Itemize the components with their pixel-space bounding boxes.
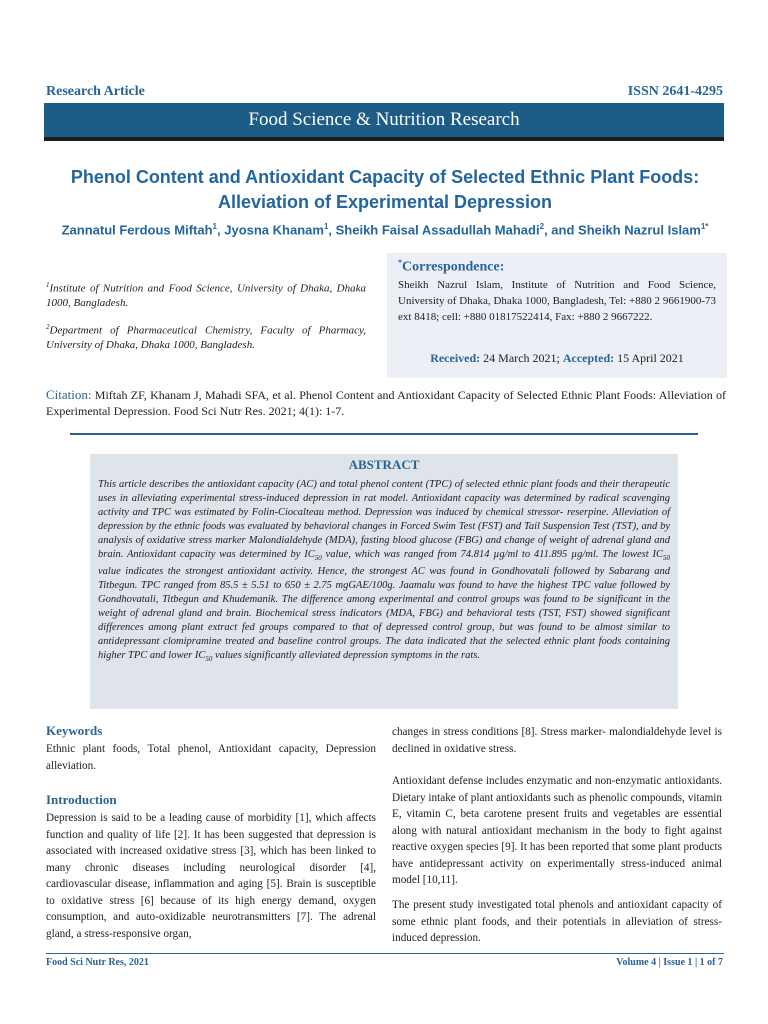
affiliation-1	[46, 278, 366, 310]
correspondence-heading	[398, 258, 504, 276]
affiliation-2-text: Department of Pharmaceutical Chemistry, Faculty of Pharmacy, University of Dhaka, Dhaka 1000, Bangladesh.	[46, 324, 366, 351]
author-4: and Sheikh Nazrul Islam	[551, 222, 701, 238]
abstract-heading: ABSTRACT	[348, 457, 420, 472]
dates-line	[398, 351, 716, 366]
abstract-part-1: This article describes the antioxidant capacity (AC) and total phenol content (TPC) of selected ethnic plant foods and their therapeutic uses in alleviating experimental stress-induced depression in rat model. Antioxidant capacity was determined by radical scavenging activity and TPC was estimated by Folin-Ciocalteau method. Depression was induced by chemical stressor- reserpine. Alleviation of depression by the ethnic foods was evaluated by behavioral changes in Forced Swim Test (FST) and Tail Suspension Test (TST), and by analysis of oxidative stress marker Malondialdehyde (MDA), fasting blood glucose (FBG) and change of weight of adrenal gland and brain. Antioxidant capacity was determined by IC	[98, 479, 670, 560]
footer-journal: Food Sci Nutr Res, 2021	[46, 957, 149, 968]
abstract-sub-2: 50	[663, 554, 671, 563]
received-date: 24 March 2021;	[483, 351, 560, 365]
footer-rule	[46, 953, 724, 954]
accepted-date: 15 April 2021	[617, 351, 684, 365]
abstract-part-4: values significantly alleviated depression symptoms in the rats.	[212, 650, 480, 662]
affiliation-2	[46, 320, 366, 352]
abstract-part-2: value, which was ranged from 74.814 µg/ml to 411.895 µg/ml. The lowest IC	[321, 549, 664, 560]
author-1-affil: 1	[212, 222, 217, 231]
journal-banner	[44, 103, 724, 137]
introduction-right-p2: Antioxidant defense includes enzymatic and non-enzymatic antioxidants. Dietary intake of plant antioxidants such as phenolic compounds, vitamin E, vitamin C, beta carotene present fruits and vegetables are essential along with natural antioxidant mechanism in the body to fight against reactive oxygen species [9]. It has been reported that some plant products have antidepressant activity on experimentally stress-induced animal model [10,11].	[392, 775, 722, 886]
title-line-2: Alleviation of Experimental Depression	[217, 192, 553, 212]
affiliation-1-marker: 1	[46, 281, 50, 289]
abstract-text	[98, 478, 670, 666]
author-2: Jyosna Khanam	[224, 222, 324, 238]
introduction-heading: Introduction	[46, 792, 117, 807]
introduction-right-p3: The present study investigated total phenols and antioxidant capacity of some ethnic plant foods, and their potentials in alleviation of stress-induced depression.	[392, 899, 722, 944]
citation-text: Miftah ZF, Khanam J, Mahadi SFA, et al. Phenol Content and Antioxidant Capacity of Selected Ethnic Plant Foods: Alleviation of Experimental Depression. Food Sci Nutr Res. 2021; 4(1): 1-7.	[46, 388, 727, 418]
abstract-sub-1: 50	[314, 554, 322, 563]
abstract-part-3: value indicates the strongest antioxidant activity. Hence, the strongest AC was found in Gondhovatali followed by Sabarang and Titbegun. TPC ranged from 85.5 ± 5.51 to 650 ± 2.75 mgGAE/100g. Jaamalu was found to have the highest TPC value followed by Gondhovatali, Titbegun and Khudemanik. The difference among experimental and control groups was found to be significant in the weight of adrenal gland and brain. Biochemical stress indicators (MDA, FBG) and behavioral tests (TST, FST) showed significant differences among plant extract fed groups compared to that of depressed control group, but was found to be almost similar to antidepressant clomipramine treated and baseline control groups. The data indicated that the selected ethnic plant foods containing higher TPC and lower IC	[98, 566, 670, 662]
article-type: Research Article	[46, 84, 145, 99]
issn: ISSN 2641-4295	[627, 84, 723, 99]
citation-label: Citation:	[46, 387, 92, 402]
author-1: Zannatul Ferdous Miftah	[61, 222, 213, 238]
correspondence-star: *	[398, 258, 402, 267]
correspondence-title: Correspondence:	[402, 259, 505, 275]
divider	[70, 433, 698, 435]
keywords-heading: Keywords	[46, 723, 103, 738]
keywords-text: Ethnic plant foods, Total phenol, Antioxidant capacity, Depression alleviation.	[46, 743, 376, 772]
accepted-label: Accepted:	[562, 351, 615, 365]
journal-name: Food Science & Nutrition Research	[248, 109, 520, 130]
paper-title	[40, 165, 730, 215]
title-line-1: Phenol Content and Antioxidant Capacity of Selected Ethnic Plant Foods:	[70, 167, 700, 187]
introduction-right-p1: changes in stress conditions [8]. Stress marker- malondialdehyde level is declined in oxidative stress.	[392, 726, 722, 755]
correspondence-body: Sheikh Nazrul Islam, Institute of Nutrition and Food Science, University of Dhaka, Dhaka 1000, Bangladesh, Tel: +880 2 9661900-73 ext 8418; cell: +880 01817522414, Fax: +880 2 9667222.	[398, 279, 716, 323]
abstract-sub-3: 50	[205, 655, 213, 664]
author-list: Zannatul Ferdous Miftah$^1$, Jyosna Khanam$^1$, Sheikh Faisal Assadullah Mahadi$^2$, and Sheikh Nazrul Islam$^{1*}$	[61, 222, 709, 238]
introduction-left-text: Depression is said to be a leading cause of morbidity [1], which affects function and quality of life [2]. It has been suggested that depression is associated with increased oxidative stress [3], which has been linked to many chronic diseases including neurological disorder [4], cardiovascular disease, inflammation and aging [5]. Brain is susceptible to oxidative stress [6] because of its high energy demand, oxygen consumption, and auto-oxidizable neurotransmitters [7]. The adrenal gland, a stress-responsive organ,	[46, 812, 376, 940]
author-3-affil: 2	[539, 222, 545, 231]
citation	[46, 387, 726, 419]
affiliation-2-marker: 2	[46, 323, 50, 331]
author-4-affil: 1*	[700, 222, 709, 231]
footer-pages: Volume 4 | Issue 1 | 1 of 7	[616, 957, 723, 968]
received-label: Received:	[430, 351, 481, 365]
author-3: Sheikh Faisal Assadullah Mahadi	[335, 222, 540, 238]
affiliation-1-text: Institute of Nutrition and Food Science, University of Dhaka, Dhaka 1000, Bangladesh.	[46, 282, 366, 309]
author-2-affil: 1	[323, 222, 329, 231]
